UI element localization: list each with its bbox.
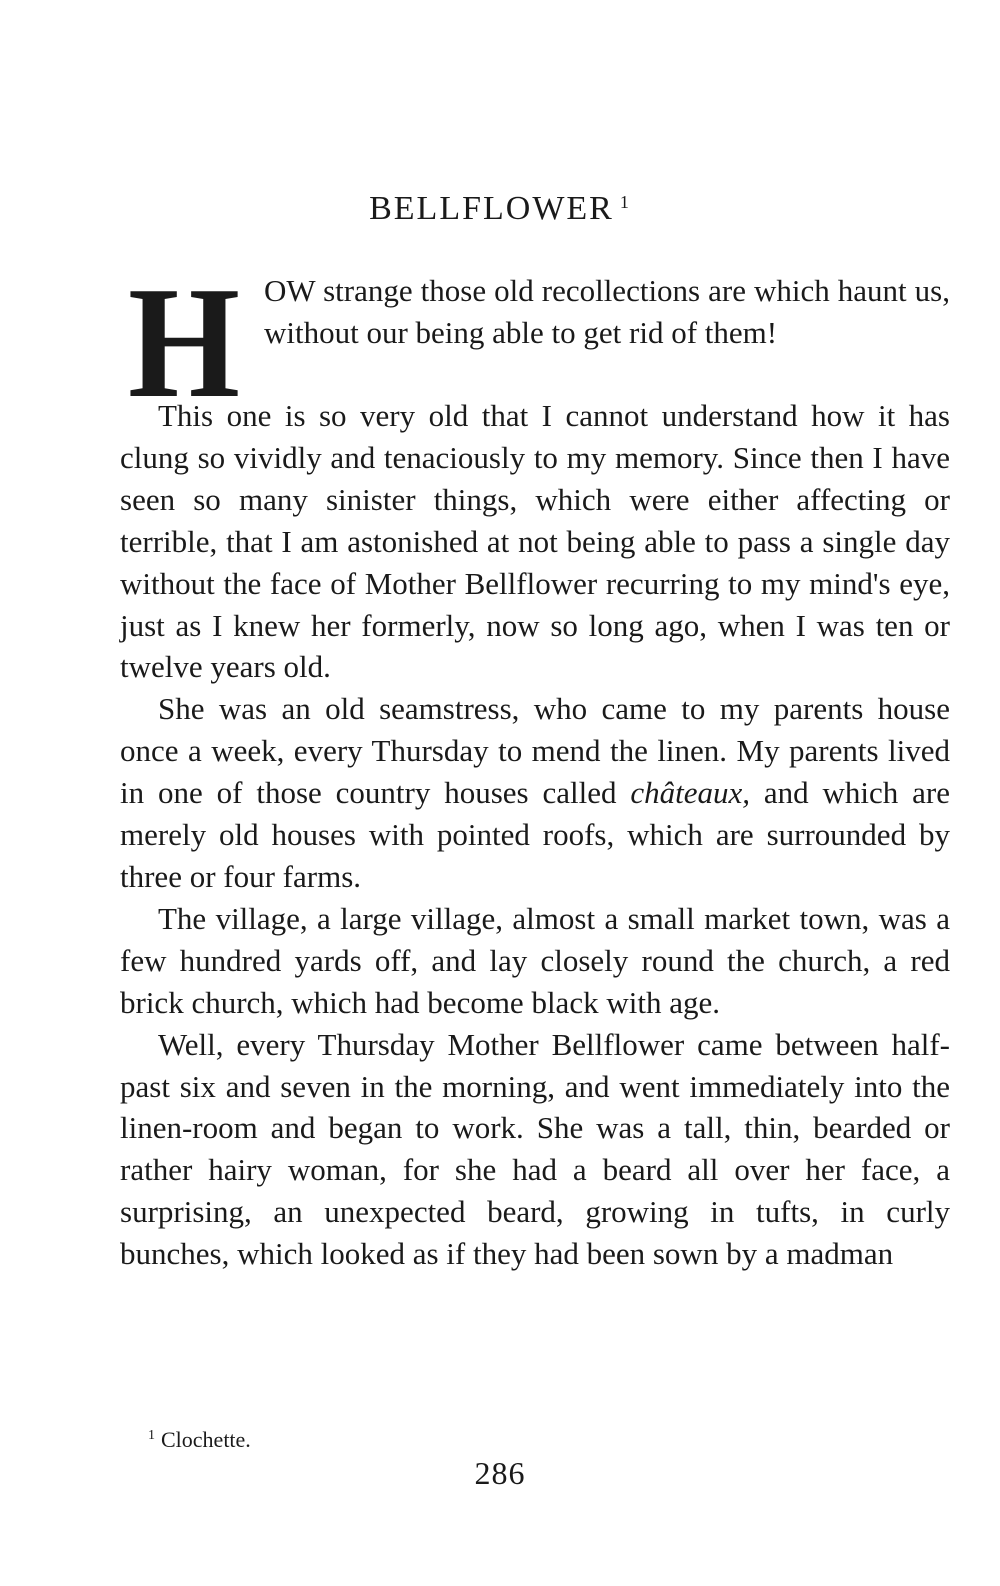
paragraph-2 xyxy=(120,688,950,898)
chapter-title xyxy=(0,190,1000,228)
page-number: 286 xyxy=(474,1455,526,1491)
opening-text: OW strange those old recollections are which haunt us, without our being able to get rid of them! xyxy=(264,273,950,350)
paragraph-1: This one is so very old that I cannot understand how it has clung so vividly and tenaciously to my memory. Since then I have seen so many sinister things, which were either affecting or terrible, that I am astonished at not being able to pass a single day without the face of Mother Bellflower recurring to my mind's eye, just as I knew her formerly, now so long ago, when I was ten or twelve years old. xyxy=(120,398,950,685)
footnote xyxy=(148,1427,251,1453)
drop-cap: H xyxy=(128,253,241,431)
opening-paragraph xyxy=(264,270,950,354)
footnote-text: Clochette. xyxy=(161,1427,251,1452)
paragraph-2-start: She was an old seamstress, who came to my parents house once a week, every Thursday to mend the linen. My parents lived in one of those country houses called xyxy=(120,691,950,811)
paragraph-2-italic: châteaux, xyxy=(630,775,750,811)
paragraph-3: The village, a large village, almost a small market town, was a few hundred yards off, and lay closely round the church, a red brick church, which had become black with age. xyxy=(120,900,950,1020)
title-footnote-marker: 1 xyxy=(619,192,631,212)
paragraph-4: Well, every Thursday Mother Bellflower came between half-past six and seven in the morning, and went immediately into the linen-room and began to work. She was a tall, thin, bearded or rather hairy woman, for she had a beard all over her face, a surprising, an unexpected beard, growing in tufts, in curly bunches, which looked as if they had been sown by a madman xyxy=(120,1026,950,1272)
body-text xyxy=(120,395,950,1275)
footnote-marker: 1 xyxy=(148,1427,155,1443)
title-text: BELLFLOWER xyxy=(369,190,614,227)
paragraph-2-end: and which are merely old houses with pointed roofs, which are surrounded by three or four farms. xyxy=(120,775,950,894)
